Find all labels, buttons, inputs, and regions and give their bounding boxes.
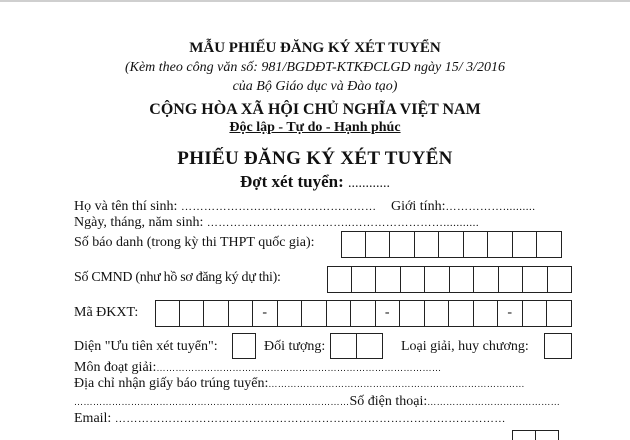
dkxt-separator: - [253, 300, 278, 327]
dkxt-box[interactable] [155, 300, 180, 327]
round-value[interactable]: ............ [348, 176, 391, 191]
cut-off-box [512, 430, 536, 440]
address-label: Địa chỉ nhận giấy báo trúng tuyển: [74, 376, 269, 391]
sbd-box[interactable] [488, 231, 513, 258]
award-label: Loại giải, huy chương: [401, 339, 529, 354]
dkxt-box[interactable] [327, 300, 352, 327]
dkxt-box[interactable] [180, 300, 205, 327]
gender-label: Giới tính: [391, 199, 446, 214]
dkxt-box[interactable] [400, 300, 425, 327]
dkxt-separator: - [498, 300, 523, 327]
dkxt-boxes[interactable] [155, 300, 572, 327]
attachment-note: (Kèm theo công văn số: 981/BGDĐT-KTKĐCLGD ngày 15/ 3/2016 [124, 60, 506, 75]
form-title: PHIẾU ĐĂNG KÝ XÉT TUYỂN [177, 148, 453, 169]
award-box[interactable] [544, 333, 572, 359]
award-subject-line [74, 360, 441, 376]
sbd-box[interactable] [439, 231, 464, 258]
cmnd-label: Số CMND (như hồ sơ đăng ký dự thi): [74, 270, 281, 285]
cmnd-boxes[interactable] [327, 266, 572, 293]
sbd-box[interactable] [366, 231, 391, 258]
gender-line [391, 199, 535, 215]
address-line-2 [74, 394, 560, 410]
address-input[interactable]: ……………………………………………………………………… [268, 379, 525, 389]
issuer-note: của Bộ Giáo dục và Đào tạo) [232, 79, 398, 94]
cmnd-box[interactable] [499, 266, 524, 293]
priority-label: Diện "Ưu tiên xét tuyển": [74, 339, 218, 354]
email-input[interactable]: ………………………………………………………………………………………… [114, 413, 506, 425]
dkxt-box[interactable] [229, 300, 254, 327]
subject-label: Đối tượng: [264, 339, 326, 354]
fullname-line [74, 199, 376, 215]
dkxt-box[interactable] [523, 300, 548, 327]
subject-box[interactable] [356, 333, 383, 359]
dkxt-label: Mã ĐKXT: [74, 305, 139, 320]
cmnd-box[interactable] [450, 266, 475, 293]
address-line [74, 376, 525, 392]
subject-box[interactable] [330, 333, 357, 359]
dob-input[interactable]: ………………………………..……………………........... [206, 217, 480, 229]
dkxt-box[interactable] [351, 300, 376, 327]
sbd-boxes[interactable] [341, 231, 562, 258]
sbd-box[interactable] [390, 231, 415, 258]
sbd-box[interactable] [415, 231, 440, 258]
round-line [0, 172, 630, 192]
cmnd-box[interactable] [548, 266, 573, 293]
sbd-box[interactable] [537, 231, 562, 258]
email-line [74, 411, 506, 427]
phone-label: Số điện thoại: [349, 394, 428, 409]
email-label: Email: [74, 411, 112, 426]
sbd-box[interactable] [464, 231, 489, 258]
dkxt-separator: - [376, 300, 401, 327]
form-sample-title: MẪU PHIẾU ĐĂNG KÝ XÉT TUYỂN [189, 40, 441, 56]
dkxt-box[interactable] [547, 300, 572, 327]
cut-off-box [535, 430, 559, 440]
dob-label: Ngày, tháng, năm sinh: [74, 215, 204, 230]
cmnd-box[interactable] [352, 266, 377, 293]
cmnd-box[interactable] [401, 266, 426, 293]
dkxt-box[interactable] [425, 300, 450, 327]
fullname-input[interactable]: …………………………………………… [180, 201, 377, 213]
cmnd-box[interactable] [376, 266, 401, 293]
address-input-2[interactable]: …………………………………………………………………………… [74, 397, 350, 407]
priority-box[interactable] [232, 333, 256, 359]
round-label: Đợt xét tuyển: [239, 172, 344, 191]
cmnd-box[interactable] [474, 266, 499, 293]
nation-title: CỘNG HÒA XÃ HỘI CHỦ NGHĨA VIỆT NAM [149, 101, 481, 118]
dkxt-box[interactable] [204, 300, 229, 327]
dkxt-box[interactable] [449, 300, 474, 327]
cmnd-box[interactable] [327, 266, 352, 293]
award-subject-label: Môn đoạt giải: [74, 360, 157, 375]
dkxt-box[interactable] [278, 300, 303, 327]
motto: Độc lập - Tự do - Hạnh phúc [229, 120, 401, 135]
dob-line [74, 215, 479, 231]
sbd-label: Số báo danh (trong kỳ thi THPT quốc gia): [74, 235, 315, 250]
award-subject-input[interactable]: ……………………………………………………………………………… [156, 363, 442, 373]
dkxt-box[interactable] [474, 300, 499, 327]
fullname-label: Họ và tên thí sinh: [74, 199, 178, 214]
cmnd-box[interactable] [523, 266, 548, 293]
phone-input[interactable]: …………………………………… [427, 397, 561, 407]
top-edge [0, 0, 630, 2]
cmnd-box[interactable] [425, 266, 450, 293]
dkxt-box[interactable] [302, 300, 327, 327]
sbd-box[interactable] [513, 231, 538, 258]
gender-input[interactable]: …………….......... [445, 201, 536, 213]
sbd-box[interactable] [341, 231, 366, 258]
